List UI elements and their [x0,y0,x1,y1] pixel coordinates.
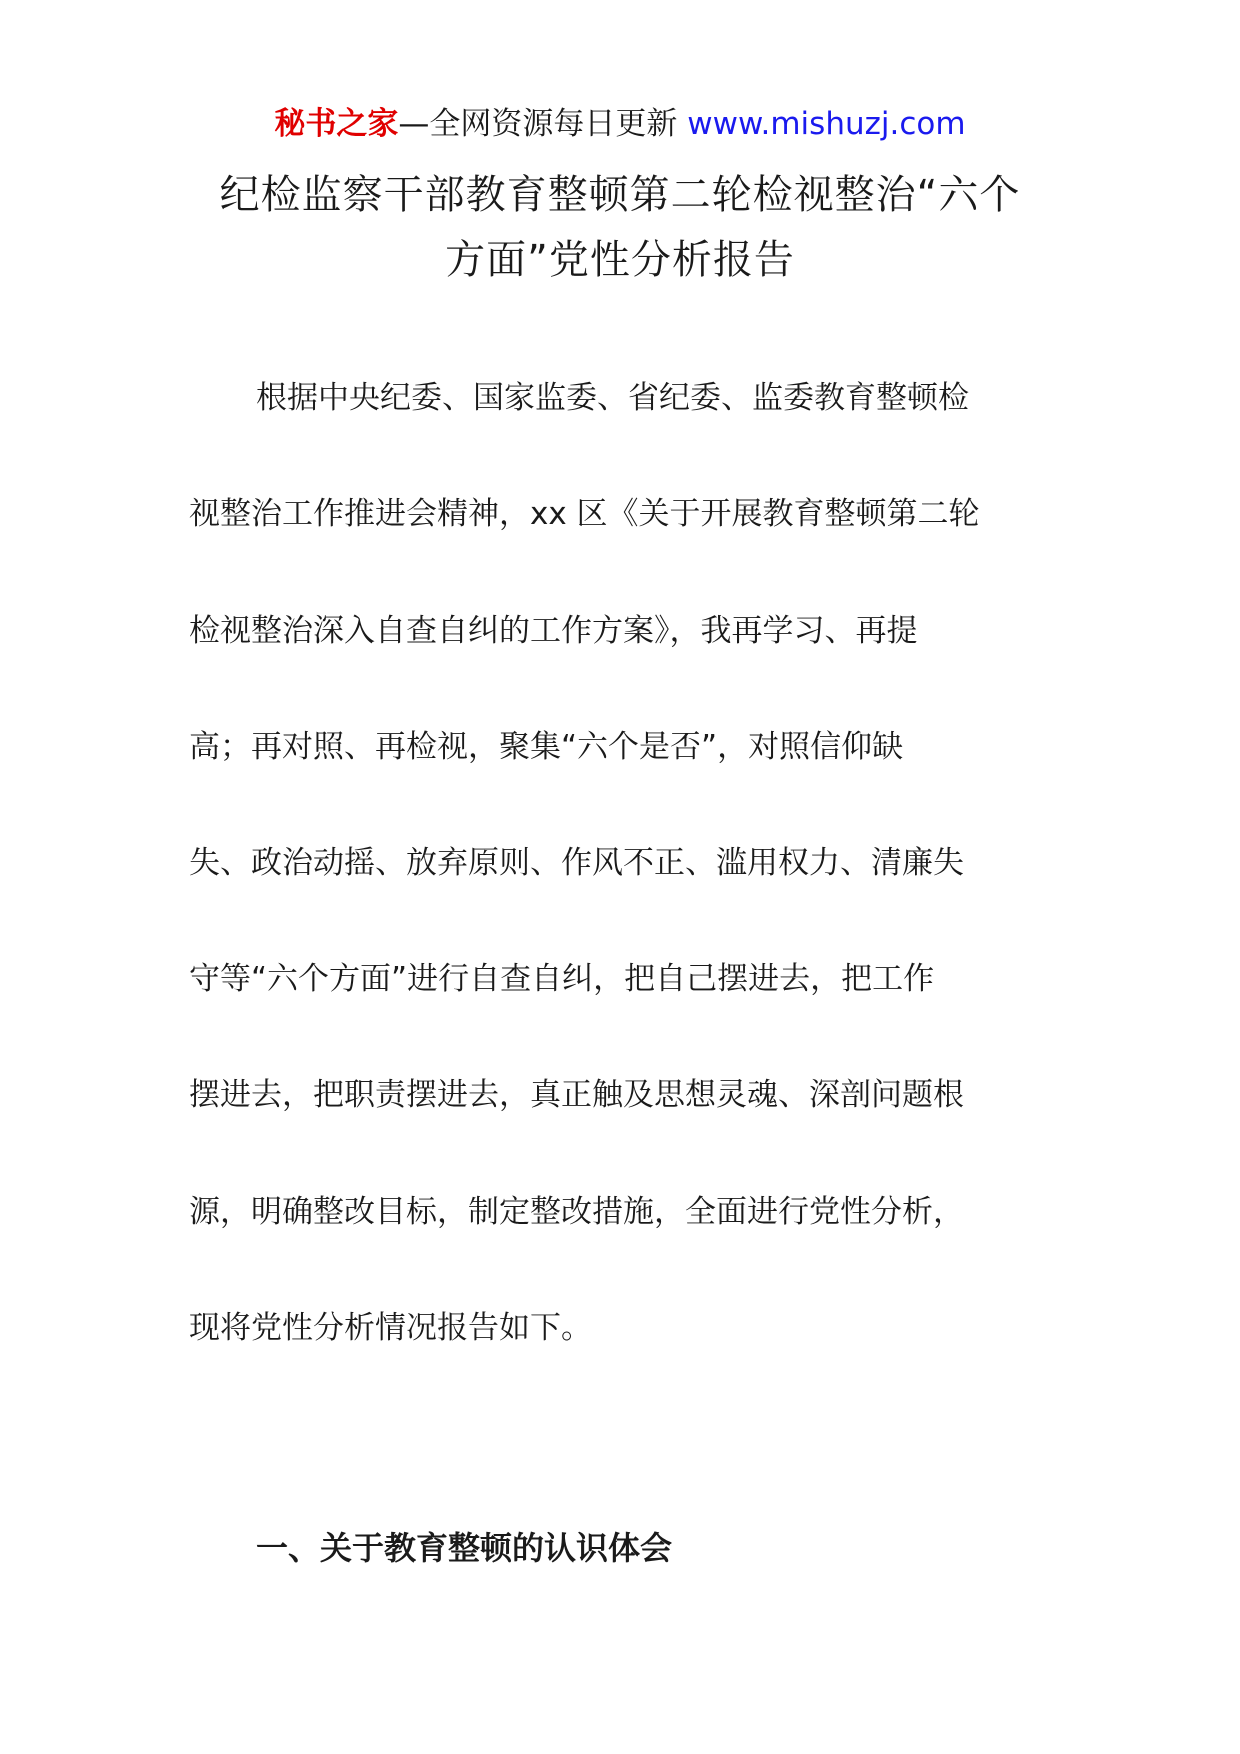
paragraph-line: 视整治工作推进会精神，xx 区《关于开展教育整顿第二轮 [189,496,980,532]
document-title-line-1: 纪检监察干部教育整顿第二轮检视整治“六个 [219,172,1021,218]
paragraph-line: 源，明确整改目标，制定整改措施，全面进行党性分析， [189,1194,964,1230]
paragraph-line: 摆进去，把职责摆进去，真正触及思想灵魂、深剖问题根 [189,1077,964,1113]
section-heading: 一、关于教育整顿的认识体会 [256,1529,673,1567]
site-url-link[interactable]: www.mishuzj.com [687,106,966,142]
paragraph-line: 根据中央纪委、国家监委、省纪委、监委教育整顿检 [256,380,969,416]
site-tagline: —全网资源每日更新 [398,106,688,142]
paragraph-line: 高；再对照、再检视，聚集“六个是否”，对照信仰缺 [189,729,904,765]
document-title-line-2: 方面”党性分析报告 [445,237,795,283]
paragraph-line: 现将党性分析情况报告如下。 [189,1310,592,1346]
paragraph-line: 失、政治动摇、放弃原则、作风不正、滥用权力、清廉失 [189,845,964,881]
paragraph-line: 守等“六个方面”进行自查自纠，把自己摆进去，把工作 [189,961,935,997]
site-brand: 秘书之家 [274,106,399,142]
site-header [0,104,1240,144]
paragraph-line: 检视整治深入自查自纠的工作方案》，我再学习、再提 [189,613,918,649]
